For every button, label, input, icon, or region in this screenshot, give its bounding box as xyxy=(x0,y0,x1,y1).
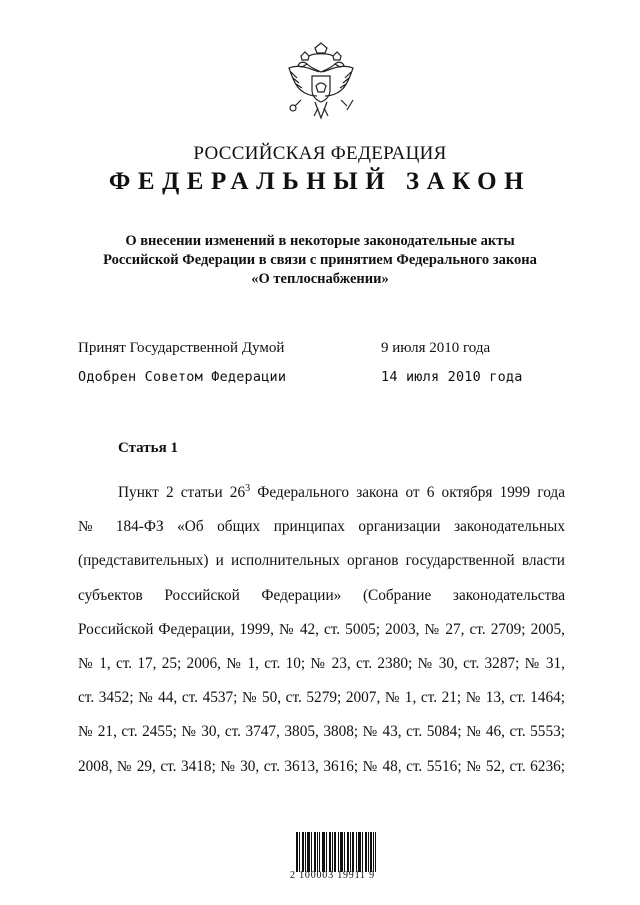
coat-of-arms-icon xyxy=(285,42,357,124)
article-line: № 1, ст. 17, 25; 2006, № 1, ст. 10; № 23, ст. 2380; № 30, ст. 3287; № 31, xyxy=(78,654,565,672)
article-line: субъектов Российской Федерации» (Собрание законодательства xyxy=(78,586,565,604)
duma-adoption-label: Принят Государственной Думой xyxy=(78,340,285,356)
council-approval-date: 14 июля 2010 года xyxy=(381,369,523,385)
article-text: Федерального закона от 6 октября 1999 года xyxy=(250,484,565,501)
document-type: ФЕДЕРАЛЬНЫЙ ЗАКОН xyxy=(108,168,532,195)
subject-line: О внесении изменений в некоторые законодательные акты xyxy=(125,233,515,249)
article-body xyxy=(78,482,565,790)
law-subject xyxy=(80,232,560,289)
subject-line: Российской Федерации в связи с принятием Федерального закона xyxy=(103,252,537,268)
subject-line: «О теплоснабжении» xyxy=(251,271,389,287)
article-line: № 184-ФЗ «Об общих принципах организации законодательных xyxy=(78,518,565,536)
article-line: № 21, ст. 2455; № 30, ст. 3747, 3805, 3808; № 43, ст. 5084; № 46, ст. 5553; xyxy=(78,723,565,741)
article-line xyxy=(78,482,565,516)
article-line: Российской Федерации, 1999, № 42, ст. 5005; 2003, № 27, ст. 2709; 2005, xyxy=(78,620,565,638)
article-line: (представительных) и исполнительных органов государственной власти xyxy=(78,552,565,570)
barcode-number: 2 100003 19911 9 xyxy=(290,870,375,881)
article-line: 2008, № 29, ст. 3418; № 30, ст. 3613, 3616; № 48, ст. 5516; № 52, ст. 6236; xyxy=(78,757,565,775)
country-name: РОССИЙСКАЯ ФЕДЕРАЦИЯ xyxy=(193,143,447,164)
duma-adoption-date: 9 июля 2010 года xyxy=(381,340,491,356)
article-line: ст. 3452; № 44, ст. 4537; № 50, ст. 5279; 2007, № 1, ст. 21; № 13, ст. 1464; xyxy=(78,689,565,707)
superscript: 3 xyxy=(245,483,251,494)
article-text: Пункт 2 статьи 26 xyxy=(118,484,246,501)
council-approval-label: Одобрен Советом Федерации xyxy=(78,369,287,385)
barcode-icon xyxy=(296,832,376,872)
article-title: Статья 1 xyxy=(118,440,178,456)
